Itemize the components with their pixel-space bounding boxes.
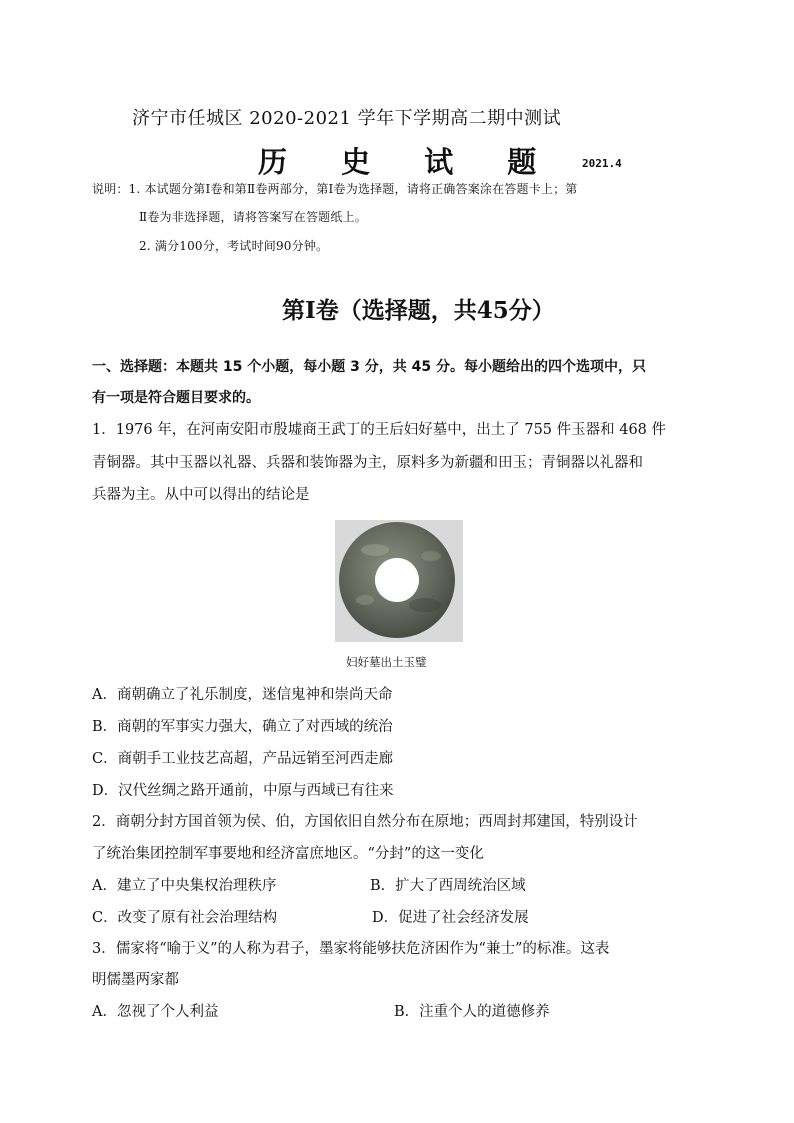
q2-option-c: C．改变了原有社会治理结构 [92,910,278,926]
q1-option-d: D．汉代丝绸之路开通前，中原与西域已有往来 [92,783,394,799]
subject-title: 历 史 试 题 [258,145,559,179]
exam-header: 济宁市任城区 2020-2021 学年下学期高二期中测试 [132,108,562,129]
jade-bi-disc-photo [335,520,463,642]
q3-stem-line-2: 明儒墨两家都 [92,972,179,988]
q3-option-b: B．注重个人的道德修养 [394,1004,550,1020]
section-instruction-line-1: 一、选择题：本题共 15 个小题，每小题 3 分，共 45 分。每小题给出的四个选项中，只 [92,359,646,375]
q1-option-a: A．商朝确立了礼乐制度，迷信鬼神和崇尚天命 [92,687,393,703]
image-caption: 妇好墓出土玉璧 [346,655,427,669]
note-line-1: 说明：1. 本试题分第Ⅰ卷和第Ⅱ卷两部分，第Ⅰ卷为选择题，请将正确答案涂在答题卡上；第 [92,182,578,196]
q2-stem-line-1: 2．商朝分封方国首领为侯、伯，方国依旧自然分布在原地；西周封邦建国，特别设计 [92,814,638,830]
exam-date: 2021.4 [582,157,622,170]
note-line-2: Ⅱ卷为非选择题，请将答案写在答题纸上。 [139,210,367,224]
q1-option-b: B．商朝的军事实力强大，确立了对西域的统治 [92,719,393,735]
q1-stem-line-1: 1．1976 年，在河南安阳市殷墟商王武丁的王后妇好墓中，出土了 755 件玉器和 468 件 [92,422,667,438]
q1-stem-line-2: 青铜器。其中玉器以礼器、兵器和装饰器为主，原料多为新疆和田玉；青铜器以礼器和 [92,455,643,471]
q3-option-a: A．忽视了个人利益 [92,1004,219,1020]
q2-option-b: B．扩大了西周统治区域 [370,878,526,894]
section-instruction-line-2: 有一项是符合题目要求的。 [92,390,260,406]
q1-option-c: C．商朝手工业技艺高超，产品远销至河西走廊 [92,751,394,767]
jade-bi-disc-illustration [335,520,463,642]
q2-option-a: A．建立了中央集权治理秩序 [92,878,277,894]
q3-stem-line-1: 3．儒家将“喻于义”的人称为君子，墨家将能够扶危济困作为“兼士”的标准。这表 [92,941,610,957]
section-title: 第Ⅰ卷（选择题，共45分） [282,297,555,324]
q2-option-d: D．促进了社会经济发展 [372,910,529,926]
q1-stem-line-3: 兵器为主。从中可以得出的结论是 [92,487,310,503]
q2-stem-line-2: 了统治集团控制军事要地和经济富庶地区。“分封”的这一变化 [92,846,484,862]
note-line-3: 2. 满分100分，考试时间90分钟。 [139,239,329,253]
